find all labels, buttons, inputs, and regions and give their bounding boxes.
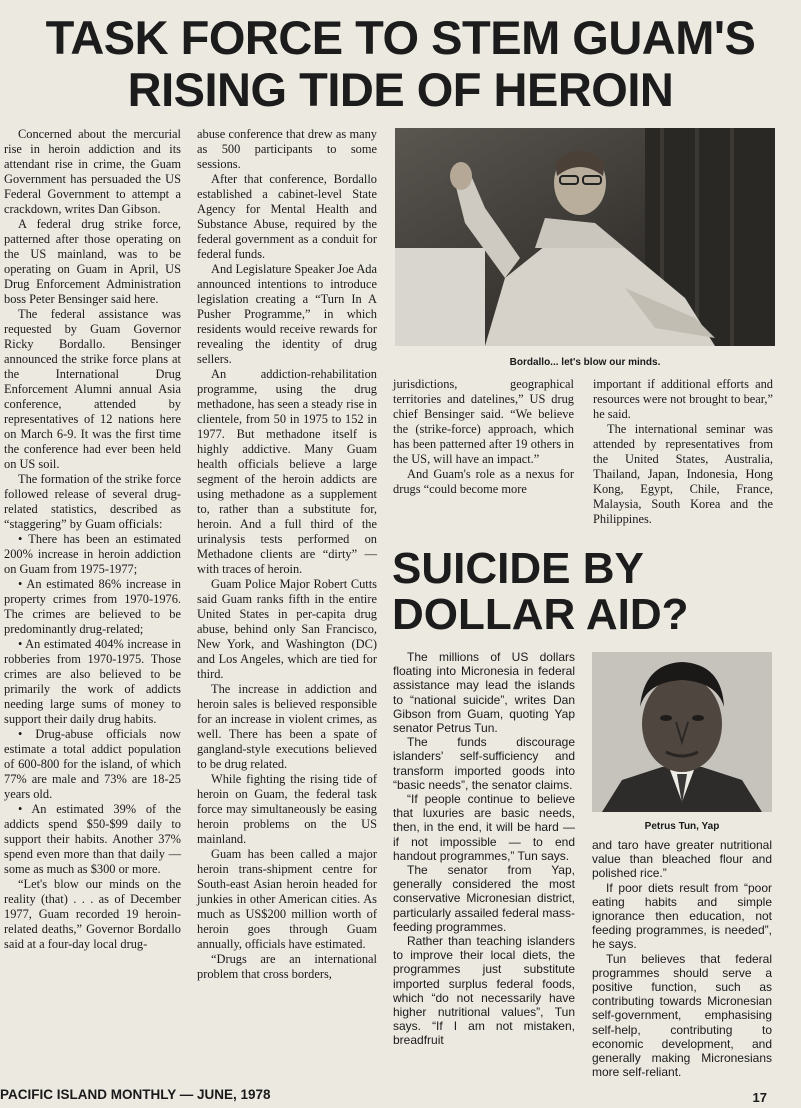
- petrus-tun-photo: [592, 652, 772, 812]
- petrus-tun-photo-image: [592, 652, 772, 812]
- paragraph: Guam has been called a major heroin trans-shipment centre for South-east Asian heroin headed for junkies in other American cities. As much as US$200 million worth of heroin goes through Guam annually, officials have estimated.: [197, 847, 377, 951]
- article-column-6: [592, 838, 772, 1079]
- paragraph: Concerned about the mercurial rise in heroin addiction and its attendant rise in crime, the Guam Government has persuaded the US Federal Government to attempt a crackdown, writes Dan Gibson.: [4, 127, 181, 216]
- paragraph: and taro have greater nutritional value than bleached flour and polished rice.”: [592, 838, 772, 881]
- paragraph: “Drugs are an international problem that cross borders,: [197, 952, 377, 981]
- page-number: 17: [752, 1090, 767, 1105]
- petrus-tun-photo-caption: Petrus Tun, Yap: [644, 821, 720, 832]
- article-column-4: [593, 377, 773, 527]
- paragraph: A federal drug strike force, patterned after those operating on the US mainland, was to be operating on Guam in April, US Drug Enforcement Administration boss Peter Bensinger said here.: [4, 217, 181, 306]
- paragraph: The increase in addiction and heroin sales is believed responsible for an increase in violent crimes, as well. There has been a spate of gangland-style executions believed to be drug related.: [197, 682, 377, 771]
- main-headline: [0, 12, 801, 116]
- publication-footer: PACIFIC ISLAND MONTHLY — JUNE, 1978: [0, 1087, 271, 1102]
- paragraph: The federal assistance was requested by Guam Governor Ricky Bordallo. Bensinger announced the strike force plans at the International Drug Enforcement Alumni annual Asia conference, attended by representatives of 12 nations here on March 6-9. It was the first time the conference had ever been held on US soil.: [4, 307, 181, 471]
- article-column-1: [4, 127, 181, 952]
- bullet-paragraph: • An estimated 39% of the addicts spend $50-$99 daily to support their habits. Another 37% spend even more than that daily — some as much as $300 or more.: [4, 802, 181, 876]
- paragraph: While fighting the rising tide of heroin on Guam, the federal task force may simultaneously be easing heroin problems on the US mainland.: [197, 772, 377, 846]
- second-headline: [392, 546, 689, 638]
- second-headline-line1: SUICIDE BY: [392, 544, 644, 593]
- paragraph: “If people continue to believe that luxuries are basic needs, then, in the end, it will be hard — if not impossible — to end handout programmes,” Tun says.: [393, 792, 575, 863]
- bordallo-photo: [395, 128, 775, 346]
- bullet-paragraph: • Drug-abuse officials now estimate a total addict population of 600-800 for the island, of which 77% are male and 73% are 18-25 years old.: [4, 727, 181, 801]
- paragraph: The formation of the strike force followed release of several drug-related statistics, described as “staggering” by Guam officials:: [4, 472, 181, 531]
- paragraph: The international seminar was attended by representatives from the United States, Australia, Thailand, Japan, Indonesia, Hong Kong, Egypt, Chile, France, Malaysia, South Korea and the Philippines.: [593, 422, 773, 526]
- second-headline-line2: DOLLAR AID?: [392, 590, 689, 639]
- paragraph: abuse conference that drew as many as 500 participants to some sessions.: [197, 127, 377, 171]
- paragraph: And Guam's role as a nexus for drugs “could become more: [393, 467, 574, 496]
- main-headline-line1: TASK FORCE TO STEM GUAM'S: [45, 11, 756, 64]
- paragraph: “Let's blow our minds on the reality (that) . . . as of December 1977, Guam recorded 19 heroin-related deaths,” Governor Bordallo said at a four-day local drug-: [4, 877, 181, 951]
- paragraph: Rather than teaching islanders to improve their local diets, the programmes just substitute imported surplus federal foods, which “do not necessarily have higher nutritional values”, Tun says. “If I am not mistaken, breadfruit: [393, 934, 575, 1048]
- paragraph: The senator from Yap, generally considered the most conservative Micronesian district, particularly assailed federal mass-feeding programmes.: [393, 863, 575, 934]
- bullet-paragraph: • An estimated 86% increase in property crimes from 1970-1976. The crimes are believed to be predominantly drug-related;: [4, 577, 181, 636]
- paragraph: The funds discourage islanders' self-sufficiency and transform imported goods into “basic needs”, the senator claims.: [393, 735, 575, 792]
- main-headline-line2: RISING TIDE OF HEROIN: [127, 63, 674, 116]
- bordallo-photo-image: [395, 128, 775, 346]
- paragraph: important if additional efforts and resources were not brought to bear,” he said.: [593, 377, 773, 421]
- paragraph: jurisdictions, geographical territories and datelines,” US drug chief Bensinger said. “We believe the (strike-force) approach, which has been patterned after 19 others in the US, will have an impact.”: [393, 377, 574, 466]
- paragraph: If poor diets result from “poor eating habits and simple ignorance then education, not feeding programmes, is needed”, he says.: [592, 880, 772, 952]
- paragraph: The millions of US dollars floating into Micronesia in federal assistance may lead the islands to “national suicide”, writes Dan Gibson from Guam, quoting Yap senator Petrus Tun.: [393, 650, 575, 736]
- article-column-5: [393, 650, 575, 1048]
- article-column-3: [393, 377, 574, 497]
- paragraph: Tun believes that federal programmes should serve a positive function, such as contributing towards Micronesian self-government, emphasising self-help, contributing to economic development, and generally making Micronesians more self-reliant.: [592, 951, 772, 1080]
- bordallo-photo-caption: Bordallo... let's blow our minds.: [509, 357, 661, 368]
- paragraph: Guam Police Major Robert Cutts said Guam ranks fifth in the entire United States in per-capita drug abuse, behind only San Francisco, New York, and Washington (DC) and Los Angeles, which are tied for third.: [197, 577, 377, 681]
- paragraph: An addiction-rehabilitation programme, using the drug methadone, has seen a steady rise in clientele, from 50 in 1975 to 152 in 1977. But methadone itself is highly addictive. Many Guam health officials believe a large segment of the heroin addicts are using methadone as a supplement to, rather than a substitute for, heroin. And a full third of the urinalysis tests performed on Methadone clients are “dirty” — with traces of heroin.: [197, 367, 377, 576]
- paragraph: After that conference, Bordallo established a cabinet-level State Agency for Mental Health and Substance Abuse, required by the federal government as a conduit for federal funds.: [197, 172, 377, 261]
- article-column-2: [197, 127, 377, 982]
- paragraph: And Legislature Speaker Joe Ada announced intentions to introduce legislation creating a “Turn In A Pusher Programme,” in which residents would receive rewards for revealing the identity of drug sellers.: [197, 262, 377, 366]
- bullet-paragraph: • An estimated 404% increase in robberies from 1970-1975. Those crimes are also believed to be primarily the work of addicts needing large sums of money to support their daily drug habits.: [4, 637, 181, 726]
- bullet-paragraph: • There has been an estimated 200% increase in heroin addiction on Guam from 1975-1977;: [4, 532, 181, 576]
